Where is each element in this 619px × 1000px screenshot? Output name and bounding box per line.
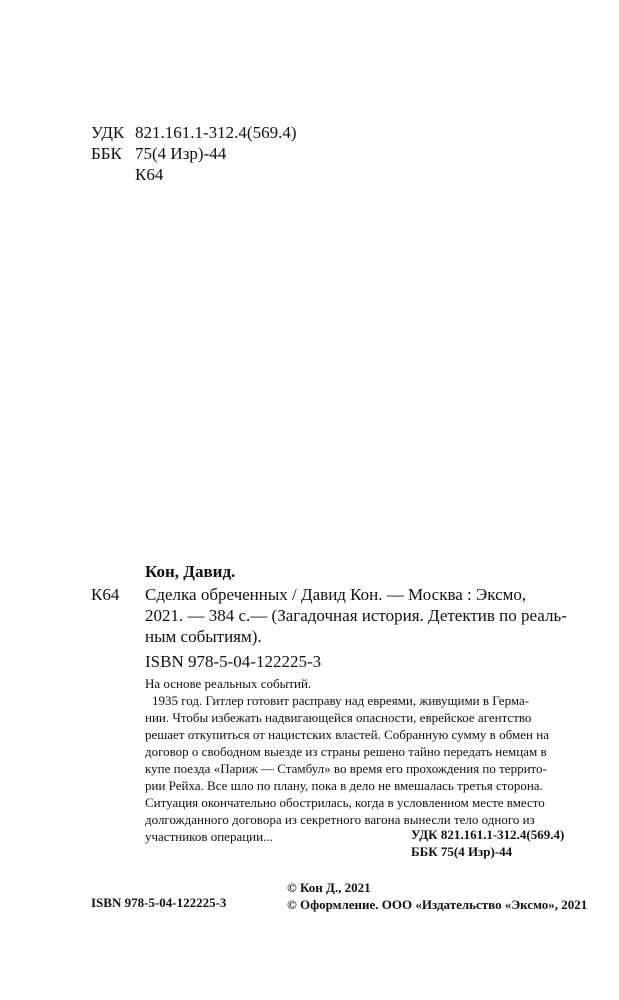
annotation-line: договор о свободном выезде из страны решено тайно передать немцам в	[145, 744, 547, 759]
biblio-line: 2021. — 384 с.— (Загадочная история. Детектив по реаль-	[145, 606, 567, 625]
udk-value: 821.161.1-312.4(569.4)	[135, 123, 297, 142]
bbk-label: ББК	[91, 144, 122, 163]
annotation-line: 1935 год. Гитлер готовит расправу над евреями, живущими в Герма-	[152, 693, 530, 708]
author-heading: Кон, Давид.	[145, 562, 236, 581]
annotation-line: купе поезда «Париж — Стамбул» во время его прохождения по террито-	[145, 761, 547, 776]
annotation-line: решает откупиться от нацистских властей. Собранную сумму в обмен на	[145, 727, 549, 742]
udk-row	[91, 122, 296, 143]
isbn-main: ISBN 978-5-04-122225-3	[145, 652, 322, 671]
bottom-bbk: ББК 75(4 Изр)-44	[411, 844, 513, 859]
annotation-line: Ситуация окончательно обострилась, когда в условленном месте вместо	[145, 795, 545, 810]
annotation-line: нии. Чтобы избежать надвигающейся опасности, еврейское агентство	[145, 710, 532, 725]
biblio-line: ным событиям).	[145, 627, 262, 646]
annotation-line: долгожданного договора из секретного вагона вынесли тело одного из	[145, 812, 535, 827]
bottom-classification	[411, 826, 564, 860]
bbk-value: 75(4 Изр)-44	[135, 144, 227, 163]
udk-label: УДК	[91, 123, 125, 142]
annotation-line: участников операции...	[145, 829, 273, 844]
bibliographic-description	[145, 584, 567, 647]
annotation-line: рии Рейха. Все шло по плану, пока в дело не вмешалась третья сторона.	[145, 778, 543, 793]
bbk-row	[91, 143, 296, 164]
annotation-line: На основе реальных событий.	[145, 676, 312, 691]
copyright-block	[287, 879, 587, 913]
biblio-line: Сделка обреченных / Давид Кон. — Москва : Эксмо,	[145, 585, 527, 604]
classification-block	[91, 122, 296, 185]
isbn-bottom: ISBN 978-5-04-122225-3	[91, 895, 227, 910]
copyright-design: © Оформление. ООО «Издательство «Эксмо», 2021	[287, 897, 588, 912]
bottom-udk: УДК 821.161.1-312.4(569.4)	[411, 827, 565, 842]
catalog-mark: К64	[91, 585, 120, 604]
author-mark: К64	[135, 165, 164, 184]
copyright-author: © Кон Д., 2021	[287, 880, 371, 895]
annotation	[145, 675, 549, 845]
author-mark-row	[91, 164, 296, 185]
